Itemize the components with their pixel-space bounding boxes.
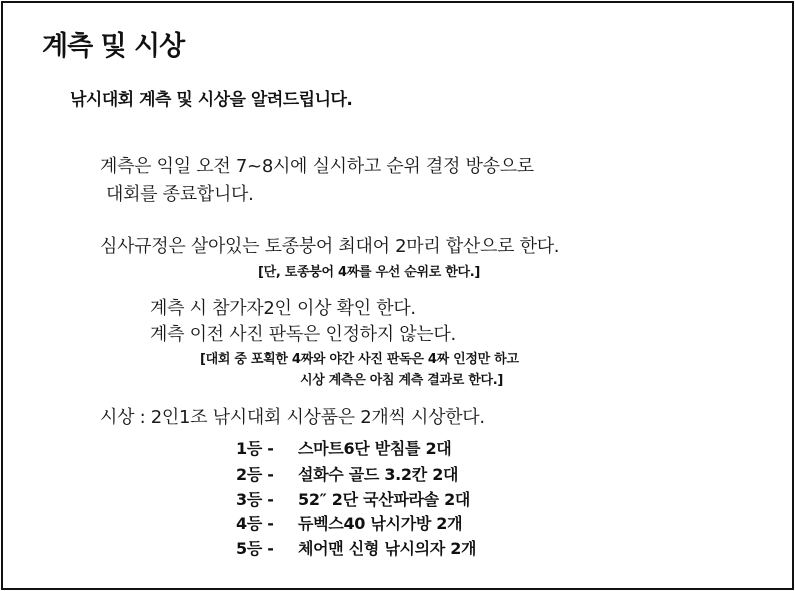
- conditions-note-2: 시상 계측은 아침 계측 결과로 한다.]: [300, 373, 504, 388]
- prize-row-5: [236, 536, 476, 559]
- prize-item: 체어맨 신형 낚시의자 2개: [298, 539, 477, 558]
- conditions-line-2: 계측 이전 사진 판독은 인정하지 않는다.: [150, 324, 456, 345]
- prize-rank: 2등 -: [236, 465, 274, 484]
- prize-item: 52″ 2단 국산파라솔 2대: [298, 490, 471, 509]
- prize-rank: 4등 -: [236, 514, 274, 533]
- prize-row-3: [236, 487, 470, 510]
- measure-line-2: 대회를 종료합니다.: [106, 184, 254, 205]
- prize-rank: 5등 -: [236, 539, 274, 558]
- subtitle: 낚시대회 계측 및 시상을 알려드립니다.: [70, 90, 353, 110]
- awards-line: 시상 : 2인1조 낚시대회 시상품은 2개씩 시상한다.: [100, 407, 485, 428]
- prize-row-1: [236, 436, 451, 459]
- page-title: 계측 및 시상: [42, 31, 185, 62]
- prize-rank: 1등 -: [236, 439, 274, 458]
- measure-line-1: 계측은 익일 오전 7~8시에 실시하고 순위 결정 방송으로: [100, 156, 534, 177]
- prize-item: 스마트6단 받침틀 2대: [298, 439, 452, 458]
- prize-row-2: [236, 462, 458, 485]
- conditions-note-1: [대회 중 포획한 4짜와 야간 사진 판독은 4짜 인정만 하고: [200, 352, 519, 367]
- conditions-line-1: 계측 시 참가자2인 이상 확인 한다.: [150, 298, 416, 319]
- prize-item: 설화수 골드 3.2칸 2대: [298, 465, 459, 484]
- prize-item: 듀벡스40 낚시가방 2개: [298, 514, 463, 533]
- prize-rank: 3등 -: [236, 490, 274, 509]
- rules-line-1: 심사규정은 살아있는 토종붕어 최대어 2마리 합산으로 한다.: [100, 236, 560, 257]
- prize-row-4: [236, 511, 462, 534]
- rules-note: [단, 토종붕어 4짜를 우선 순위로 한다.]: [258, 265, 481, 280]
